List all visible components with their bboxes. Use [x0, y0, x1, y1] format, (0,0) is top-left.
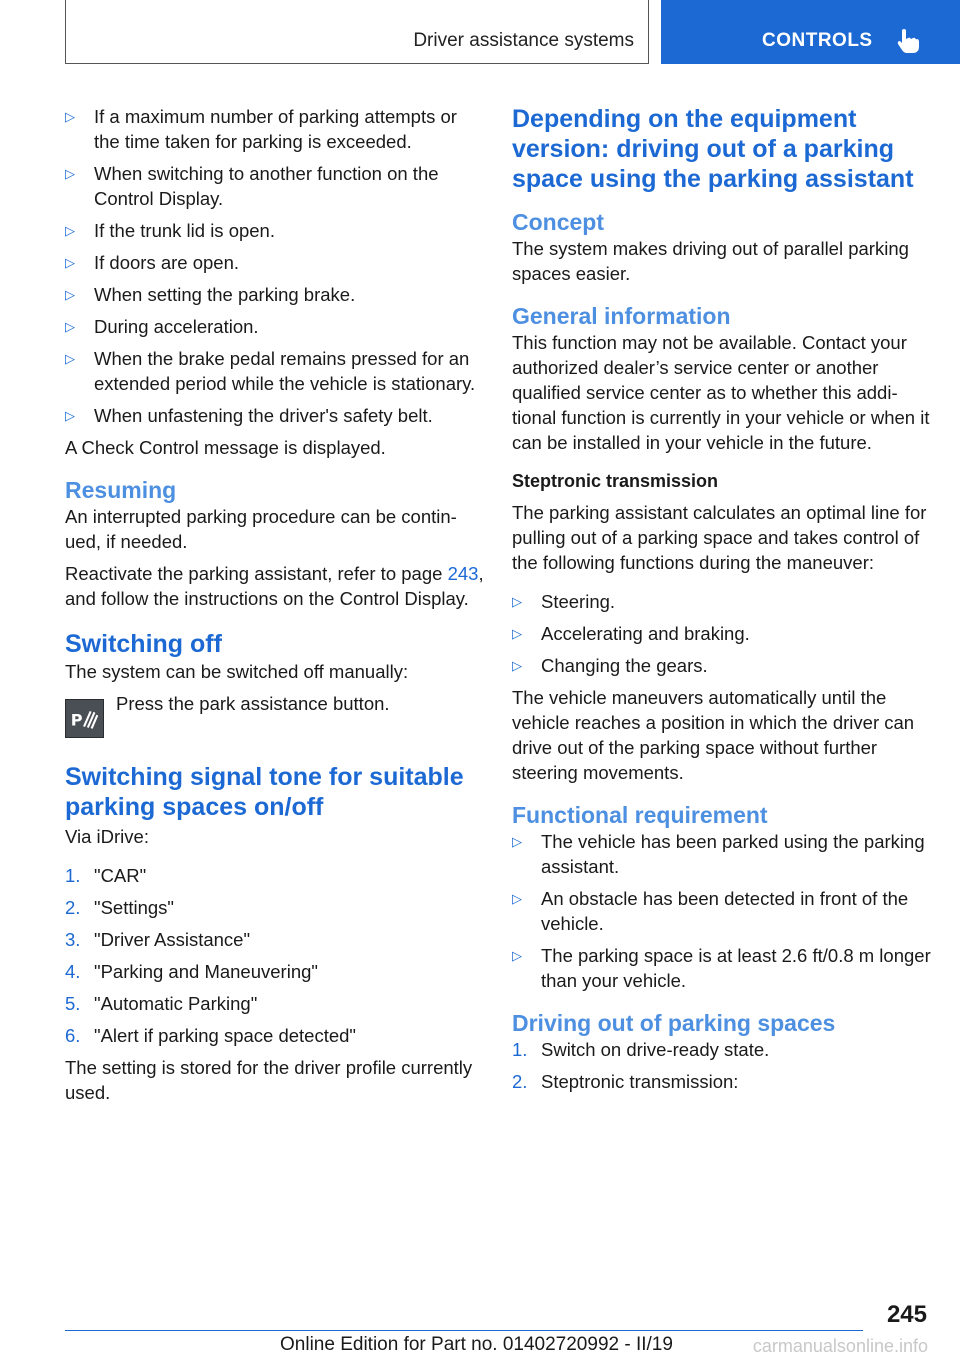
- list-item: ▷ The parking space is at least 2.6 ft/0.8 m longer than your vehicle.: [512, 945, 931, 991]
- left-column: [65, 104, 485, 1112]
- page-link[interactable]: 243: [447, 563, 479, 584]
- list-item: ▷ If the trunk lid is open.: [65, 220, 275, 241]
- triangle-bullet-icon: ▷: [512, 626, 522, 641]
- triangle-bullet-icon: ▷: [65, 287, 75, 302]
- park-assist-button-icon: [65, 699, 104, 738]
- triangle-bullet-icon: ▷: [512, 594, 522, 609]
- list-item: ▷ The vehicle has been parked using the parking assistant.: [512, 831, 925, 877]
- list-item: ▷ Changing the gears.: [512, 655, 708, 676]
- edition-text: Online Edition for Part no. 01402720992 - II/19: [280, 1334, 673, 1355]
- steptronic-heading: Steptronic transmission: [512, 471, 719, 491]
- general-info-para: This function may not be available. Contact your authorized dealer’s service center or another qualified service center as to whether this additional function is currently in your vehicle or when it can be installed in your vehicle in the future.: [512, 332, 930, 453]
- list-item: ▷ If a maximum number of parking attempts or the time taken for parking is exceeded.: [65, 106, 457, 152]
- steptronic-para-2: The vehicle maneuvers automatically until the vehicle reaches a position in which the driver can drive out of the parking space without further steering movements.: [512, 687, 915, 783]
- signal-tone-heading: Switching signal tone for suitable parking spaces on/off: [65, 763, 464, 821]
- triangle-bullet-icon: ▷: [65, 109, 75, 124]
- page-number: 245: [886, 1301, 927, 1328]
- park-button-row: [65, 691, 485, 731]
- triangle-bullet-icon: ▷: [65, 319, 75, 334]
- step-item: 1. "CAR": [65, 865, 147, 886]
- triangle-bullet-icon: ▷: [512, 658, 522, 673]
- triangle-bullet-icon: ▷: [65, 255, 75, 270]
- chapter-title: CONTROLS: [762, 30, 873, 51]
- step-item: 2. Steptronic transmission:: [512, 1071, 739, 1092]
- step-item: 1. Switch on drive-ready state.: [512, 1039, 770, 1060]
- triangle-bullet-icon: ▷: [65, 351, 75, 366]
- via-idrive: Via iDrive:: [65, 826, 149, 847]
- step-item: 5. "Automatic Parking": [65, 993, 258, 1014]
- check-control-text: A Check Control message is displayed.: [65, 437, 386, 458]
- list-item: ▷ If doors are open.: [65, 252, 240, 273]
- resuming-para-2: Reactivate the parking assistant, refer to page 243, and follow the instructions on the Control Display.: [65, 563, 484, 609]
- section-title: Driver assistance systems: [413, 30, 634, 51]
- list-item: ▷ When unfastening the driver's safety belt.: [65, 405, 433, 426]
- list-item: ▷ When the brake pedal remains pressed for an extended period while the vehicle is stationary.: [65, 348, 476, 394]
- triangle-bullet-icon: ▷: [512, 948, 522, 963]
- general-info-heading: General information: [512, 303, 731, 329]
- resuming-para: An interrupted parking procedure can be continued, if needed.: [65, 506, 457, 552]
- stored-text: The setting is stored for the driver profile currently used.: [65, 1057, 473, 1103]
- step-item: 3. "Driver Assistance": [65, 929, 251, 950]
- svg-text:P: P: [70, 710, 83, 730]
- steptronic-para: The parking assistant calculates an optimal line for pulling out of a parking space and takes control of the following functions during the maneuver:: [512, 502, 927, 573]
- triangle-bullet-icon: ▷: [65, 408, 75, 423]
- list-item: ▷ Accelerating and braking.: [512, 623, 750, 644]
- footer-divider: [65, 1330, 863, 1331]
- functional-requirement-heading: Functional requirement: [512, 802, 768, 828]
- header-section-box: [65, 0, 649, 64]
- concept-para: The system makes driving out of parallel parking spaces easier.: [512, 238, 909, 284]
- header-chapter-box: [661, 0, 960, 64]
- driving-out-main-heading: Depending on the equipment version: driving out of a parking space using the parking assistant: [512, 105, 914, 193]
- list-item: ▷ When switching to another function on the Control Display.: [65, 163, 439, 209]
- step-item: 2. "Settings": [65, 897, 174, 918]
- triangle-bullet-icon: ▷: [512, 834, 522, 849]
- triangle-bullet-icon: ▷: [512, 891, 522, 906]
- driving-out-heading: Driving out of parking spaces: [512, 1010, 836, 1036]
- watermark-text: carmanualsonline.info: [752, 1336, 928, 1356]
- triangle-bullet-icon: ▷: [65, 223, 75, 238]
- right-column: [512, 104, 932, 1101]
- list-item: ▷ An obstacle has been detected in front of the vehicle.: [512, 888, 909, 934]
- switching-off-heading: Switching off: [65, 630, 222, 658]
- pointing-hand-icon: [896, 28, 920, 54]
- step-item: 6. "Alert if parking space detected": [65, 1025, 356, 1046]
- list-item: ▷ Steering.: [512, 591, 616, 612]
- resuming-heading: Resuming: [65, 477, 177, 503]
- switching-off-para: The system can be switched off manually:: [65, 661, 409, 682]
- triangle-bullet-icon: ▷: [65, 166, 75, 181]
- list-item: ▷ During acceleration.: [65, 316, 259, 337]
- list-item: ▷ When setting the parking brake.: [65, 284, 356, 305]
- button-instruction: Press the park assistance button.: [116, 693, 390, 714]
- step-item: 4. "Parking and Maneuvering": [65, 961, 318, 982]
- concept-heading: Concept: [512, 209, 604, 235]
